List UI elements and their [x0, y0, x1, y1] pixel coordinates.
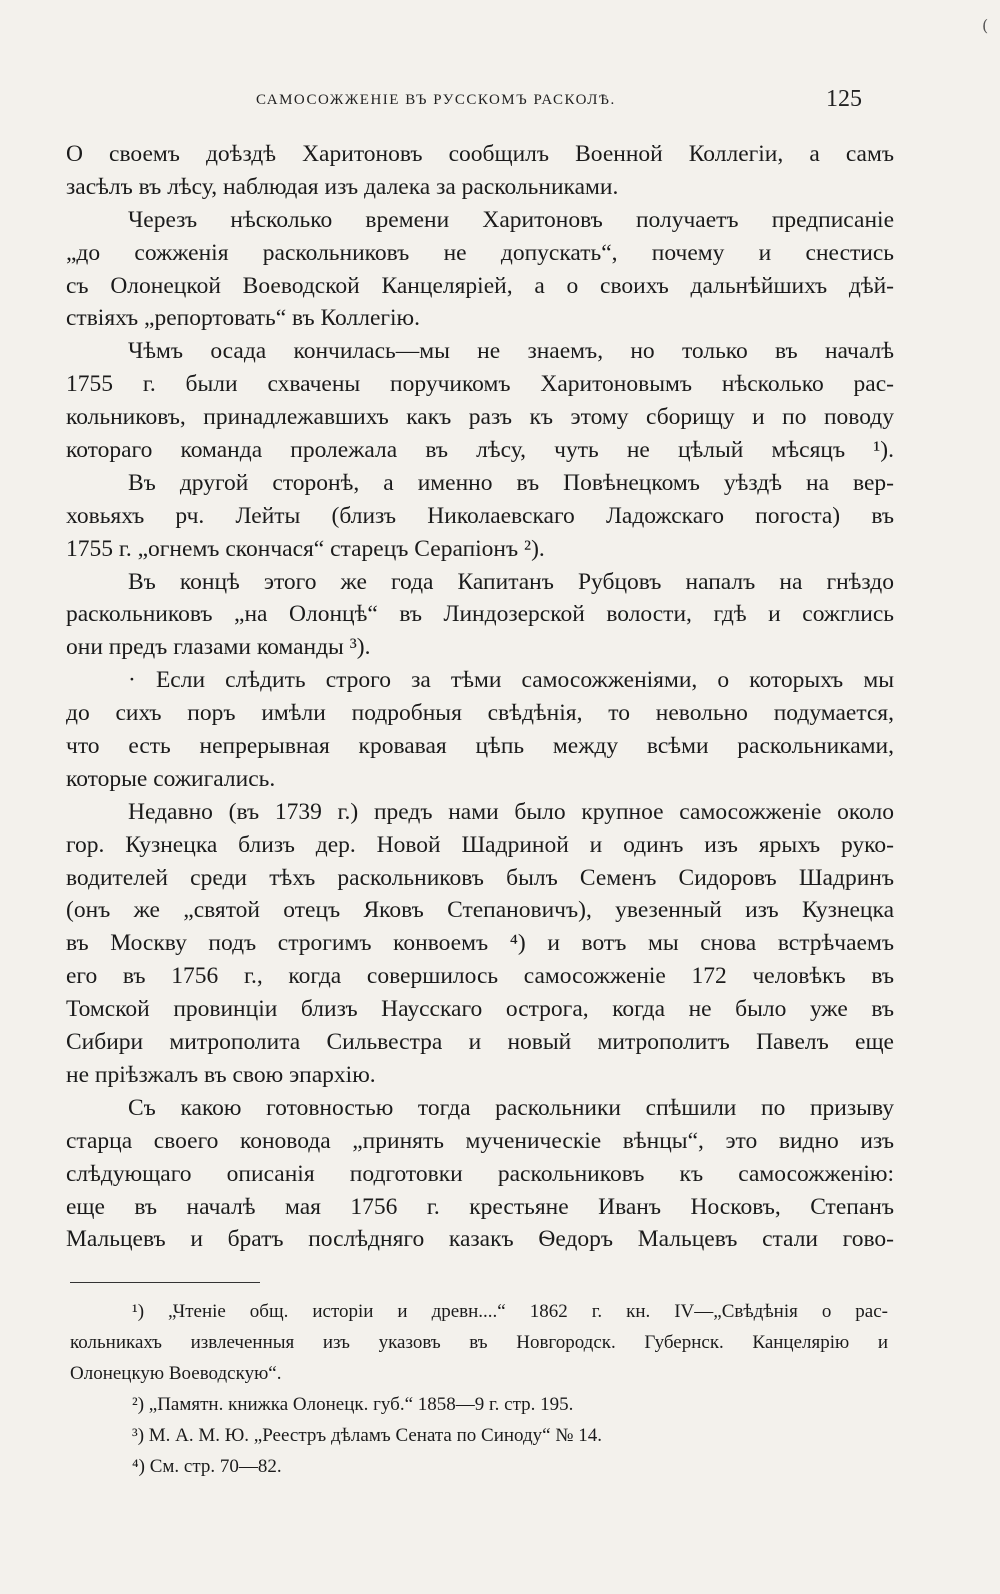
running-title: САМОСОЖЖЕНІЕ ВЪ РУССКОМЪ РАСКОЛѢ. — [256, 92, 616, 108]
body-line: Съ какою готовностью тогда раскольники спѣшили по призыву — [128, 1094, 894, 1121]
body-line: котораго команда пролежала въ лѣсу, чуть не цѣлый мѣсяцъ ¹). — [66, 437, 894, 464]
footnote-line: Олонецкую Воеводскую“. — [70, 1363, 282, 1384]
body-line: Томской провинціи близъ Наусскаго острога, когда не было уже въ — [66, 996, 894, 1023]
body-line: кольниковъ, принадлежавшихъ какъ разъ къ этому сборищу и по поводу — [66, 404, 894, 431]
body-line: Недавно (въ 1739 г.) предъ нами было крупное самосожженіе около — [128, 798, 894, 825]
page-number: 125 — [826, 86, 862, 112]
body-line: (онъ же „святой отецъ Яковъ Степановичъ), увезенный изъ Кузнецка — [66, 897, 894, 924]
footnote-line: ²) „Памятн. книжка Олонецк. губ.“ 1858—9 г. стр. 195. — [132, 1394, 574, 1415]
body-line: Сибири митрополита Сильвестра и новый митрополитъ Павелъ еще — [66, 1029, 894, 1056]
body-line: 1755 г. были схвачены поручикомъ Харитоновымъ нѣсколько рас- — [66, 371, 894, 398]
body-text — [66, 138, 894, 1256]
footnote-line: ⁴) См. стр. 70—82. — [132, 1456, 282, 1477]
body-line: Мальцевъ и братъ послѣдняго казакъ Ѳедоръ Мальцевъ стали гово- — [66, 1226, 894, 1253]
body-line: Черезъ нѣсколько времени Харитоновъ получаетъ предписаніе — [128, 206, 894, 233]
body-line: старца своего коновода „принять мученическіе вѣнцы“, это видно изъ — [66, 1127, 894, 1154]
footnote-line: ¹) „Чтеніе общ. исторіи и древн....“ 1862 г. кн. IV—„Свѣдѣнія о рас- — [132, 1301, 888, 1322]
body-line: слѣдующаго описанія подготовки раскольниковъ къ самосожженію: — [66, 1160, 894, 1187]
body-line: Въ другой сторонѣ, а именно въ Повѣнецкомъ уѣздѣ на вер- — [128, 469, 894, 496]
footnote-line: ³) М. А. М. Ю. „Реестръ дѣламъ Сената по Синоду“ № 14. — [132, 1425, 602, 1446]
body-line: не пріѣзжалъ въ свою эпархію. — [66, 1061, 376, 1088]
footnote-line: кольникахъ извлеченныя изъ указовъ въ Новгородск. Губернск. Канцелярію и — [70, 1332, 888, 1353]
body-line: еще въ началѣ мая 1756 г. крестьяне Иванъ Носковъ, Степанъ — [66, 1193, 894, 1220]
body-line: они предъ глазами команды ³). — [66, 634, 371, 661]
body-line: съ Олонецкой Воеводской Канцеляріей, а о своихъ дальнѣйшихъ дѣй- — [66, 272, 894, 299]
body-line: ховьяхъ рч. Лейты (близъ Николаевскаго Ладожскаго погоста) въ — [66, 502, 894, 529]
body-line: · Если слѣдить строго за тѣми самосожженіями, о которыхъ мы — [128, 667, 894, 694]
body-line: Въ концѣ этого же года Капитанъ Рубцовъ напалъ на гнѣздо — [128, 568, 894, 595]
footnotes — [70, 1296, 888, 1482]
body-line: О своемъ доѣздѣ Харитоновъ сообщилъ Военной Коллегіи, а самъ — [66, 141, 894, 167]
footnote-rule — [70, 1282, 260, 1283]
edge-mark: ( — [982, 16, 989, 35]
body-line: гор. Кузнецка близъ дер. Новой Шадриной и одинъ изъ ярыхъ руко- — [66, 831, 894, 858]
body-line: раскольниковъ „на Олонцѣ“ въ Линдозерской волости, гдѣ и сожглись — [66, 601, 894, 628]
body-line: засѣлъ въ лѣсу, наблюдая изъ далека за раскольниками. — [66, 173, 619, 200]
body-line: Чѣмъ осада кончилась—мы не знаемъ, но только въ началѣ — [128, 338, 894, 365]
body-line: въ Москву подъ строгимъ конвоемъ ⁴) и вотъ мы снова встрѣчаемъ — [66, 930, 894, 957]
body-line: его въ 1756 г., когда совершилось самосожженіе 172 человѣкъ въ — [66, 963, 894, 990]
body-line: водителей среди тѣхъ раскольниковъ былъ Семенъ Сидоровъ Шадринъ — [66, 864, 894, 891]
body-line: 1755 г. „огнемъ скончася“ старецъ Серапіонъ ²). — [66, 535, 545, 562]
body-line: что есть непрерывная кровавая цѣпь между всѣми раскольниками, — [66, 733, 894, 760]
body-line: ствіяхъ „репортовать“ въ Коллегію. — [66, 305, 420, 332]
body-line: до сихъ поръ имѣли подробныя свѣдѣнія, то невольно подумается, — [66, 700, 894, 727]
body-line: „до сожженія раскольниковъ не допускать“, почему и снестись — [66, 239, 894, 266]
body-line: которые сожигались. — [66, 765, 276, 792]
